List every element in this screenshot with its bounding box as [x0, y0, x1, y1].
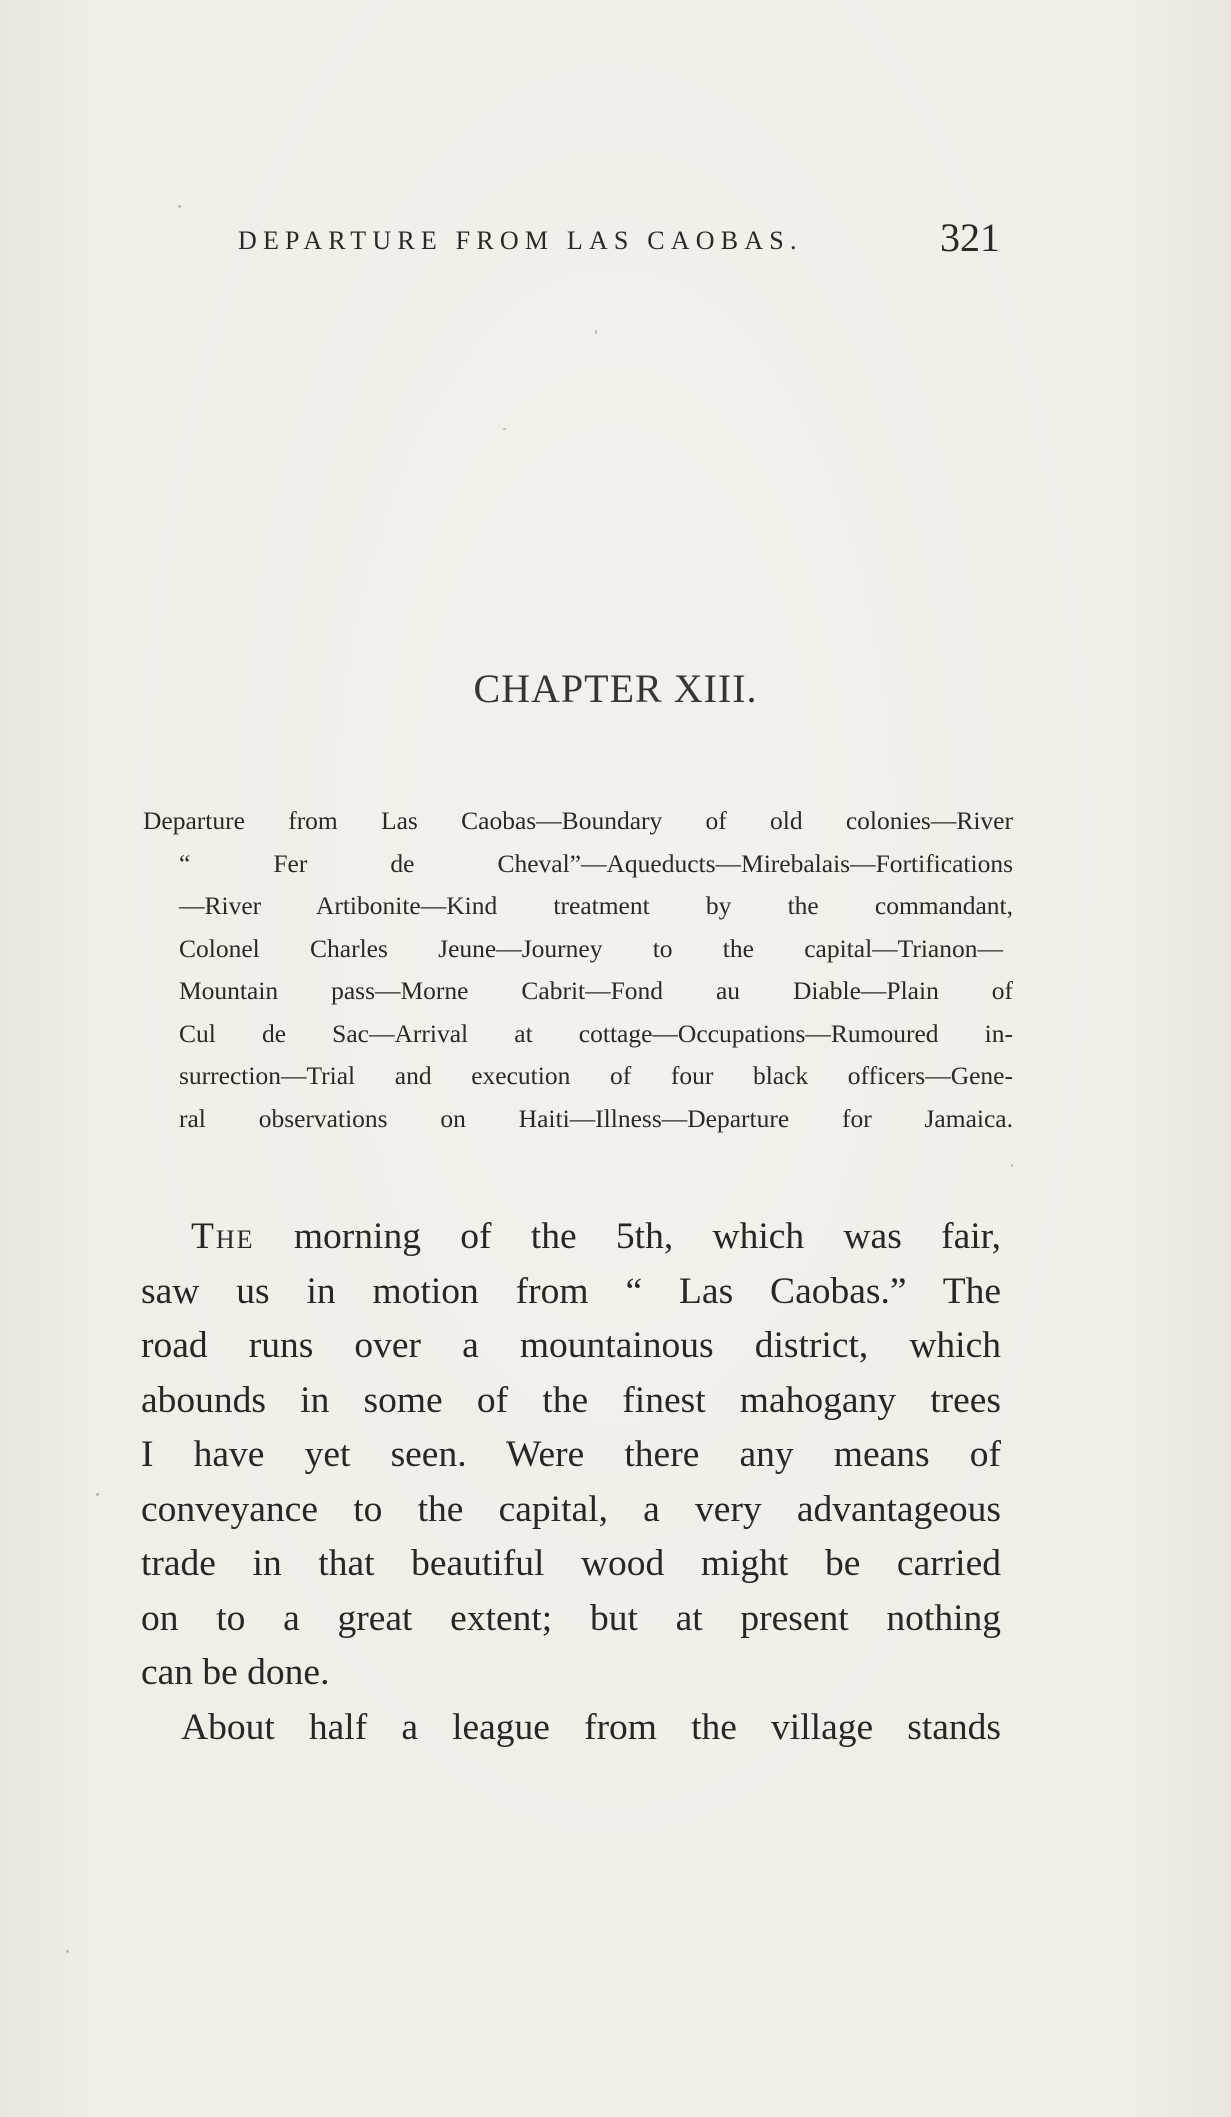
- body-line-first-rest: morning of the 5th, which was fair,: [293, 1216, 1001, 1257]
- summary-line: ral observations on Haiti—Illness—Departure for Jamaica.: [179, 1103, 1013, 1133]
- body-line: trade in that beautiful wood might be carried: [141, 1543, 1001, 1584]
- summary-line: “ Fer de Cheval”—Aqueducts—Mirebalais—Fortifications: [179, 848, 1013, 878]
- body-line-paragraph-2: About half a league from the village stands: [181, 1706, 1001, 1748]
- chapter-summary: [143, 800, 1013, 1140]
- drop-word: The: [191, 1216, 255, 1257]
- body-line: conveyance to the capital, a very advantageous: [141, 1488, 1001, 1530]
- body-line: on to a great extent; but at present nothing: [141, 1597, 1001, 1639]
- summary-line: surrection—Trial and execution of four black officers—Gene-: [179, 1061, 1013, 1090]
- running-head: [238, 212, 1008, 262]
- paper-speck: [595, 330, 597, 334]
- summary-line: Cul de Sac—Arrival at cottage—Occupations—Rumoured in-: [179, 1018, 1013, 1048]
- paper-speck: [1011, 1164, 1013, 1167]
- running-title: DEPARTURE FROM LAS CAOBAS.: [238, 226, 803, 255]
- body-line: I have yet seen. Were there any means of: [141, 1434, 1001, 1475]
- paper-speck: [66, 1950, 69, 1953]
- paper-speck: [503, 428, 506, 430]
- body-line-first: [141, 1210, 1001, 1265]
- body-text: [141, 1210, 1001, 1755]
- paper-speck: [178, 205, 181, 208]
- page-number: 321: [940, 215, 1000, 260]
- summary-line: Mountain pass—Morne Cabrit—Fond au Diable—Plain of: [179, 976, 1013, 1005]
- paper-speck: [96, 1493, 99, 1496]
- summary-line: Departure from Las Caobas—Boundary of old colonies—River: [143, 806, 1013, 835]
- summary-line: Colonel Charles Jeune—Journey to the capital—Trianon—: [179, 933, 1003, 963]
- body-line: abounds in some of the finest mahogany trees: [141, 1379, 1001, 1421]
- body-line: road runs over a mountainous district, which: [141, 1325, 1001, 1366]
- summary-line: —River Artibonite—Kind treatment by the commandant,: [179, 891, 1013, 920]
- body-line: saw us in motion from “ Las Caobas.” The: [141, 1270, 1001, 1312]
- body-line: can be done.: [141, 1652, 330, 1693]
- chapter-title: CHAPTER XIII.: [473, 666, 758, 711]
